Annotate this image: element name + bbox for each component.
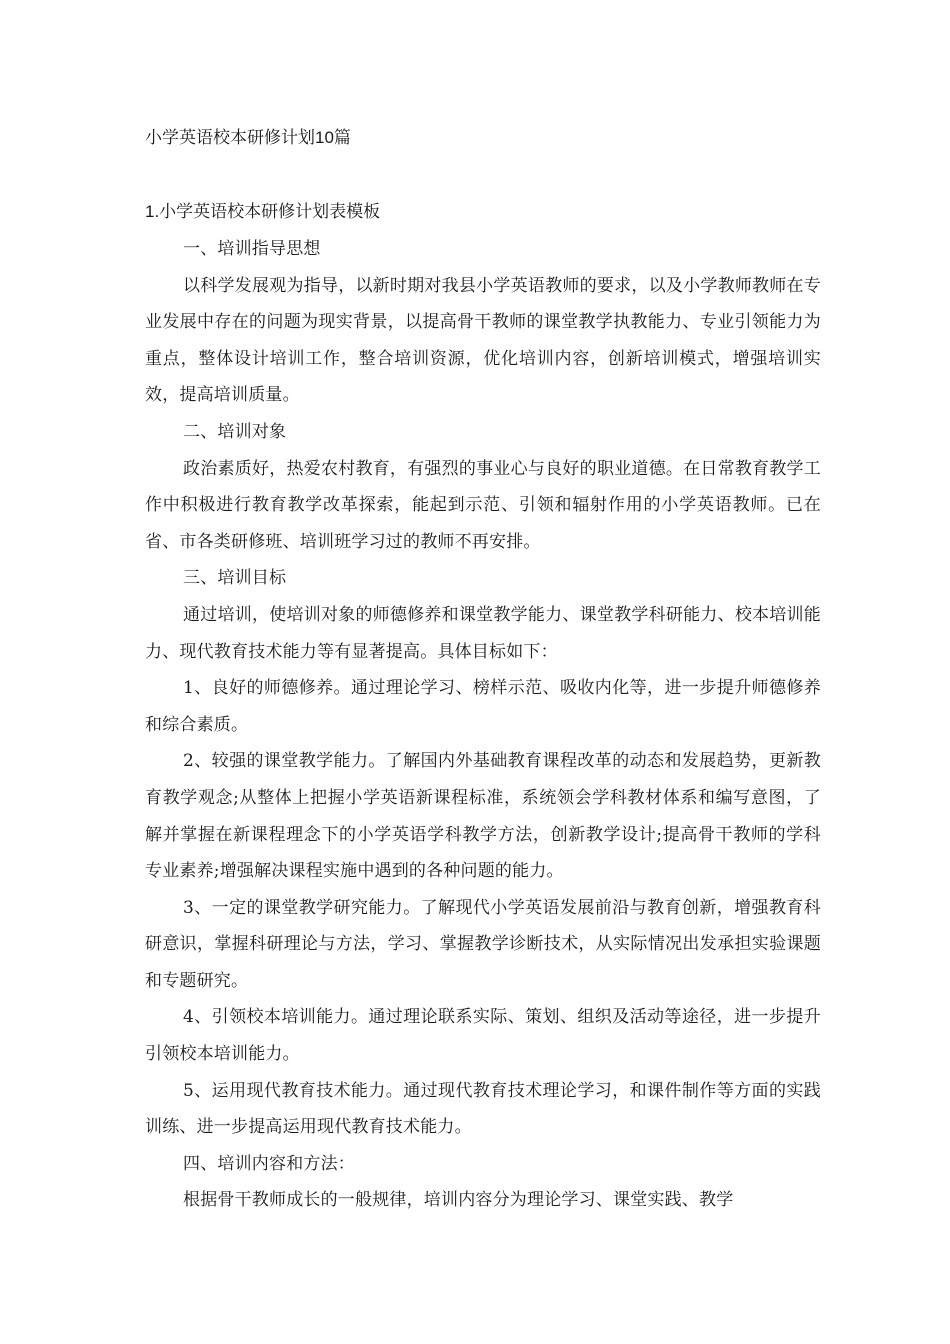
goal-item-1: 1、良好的师德修养。通过理论学习、榜样示范、吸收内化等，进一步提升师德修养和综合素质。 <box>145 678 821 735</box>
document-title: 小学英语校本研修计划10篇 <box>145 128 351 147</box>
paragraph-training-targets: 政治素质好，热爱农村教育，有强烈的事业心与良好的职业道德。在日常教育教学工作中积极进行教育教学改革探索，能起到示范、引领和辐射作用的小学英语教师。已在省、市各类研修班、培训班学习过的教师不再安排。 <box>145 458 821 552</box>
heading-training-goals: 三、培训目标 <box>183 568 287 589</box>
paragraph-training-content: 根据骨干教师成长的一般规律，培训内容分为理论学习、课堂实践、教学 <box>183 1190 734 1211</box>
paragraph-guiding-thought: 以科学发展观为指导，以新时期对我县小学英语教师的要求，以及小学教师教师在专业发展中存在的问题为现实背景，以提高骨干教师的课堂教学执教能力、专业引领能力为重点，整体设计培训工作，整合培训资源，优化培训内容，创新培训模式，增强培训实效，提高培训质量。 <box>145 275 821 406</box>
goal-item-2: 2、较强的课堂教学能力。了解国内外基础教育课程改革的动态和发展趋势，更新教育教学观念;从整体上把握小学英语新课程标准，系统领会学科教材体系和编写意图，了解并掌握在新课程理念下的小学英语学科教学方法，创新教学设计;提高骨干教师的学科专业素养;增强解决课程实施中遇到的各种问题的能力。 <box>145 751 821 882</box>
goal-item-5: 5、运用现代教育技术能力。通过现代教育技术理论学习，和课件制作等方面的实践训练、进一步提高运用现代教育技术能力。 <box>145 1080 821 1138</box>
section-title: 1.小学英语校本研修计划表模板 <box>145 202 381 221</box>
goal-item-3: 3、一定的课堂教学研究能力。了解现代小学英语发展前沿与教育创新，增强教育科研意识，掌握科研理论与方法，学习、掌握教学诊断技术，从实际情况出发承担实验课题和专题研究。 <box>145 897 821 991</box>
paragraph-training-goals: 通过培训，使培训对象的师德修养和课堂教学能力、课堂教学科研能力、校本培训能力、现代教育技术能力等有显著提高。具体目标如下： <box>145 604 821 662</box>
document-body <box>145 231 821 1219</box>
goal-item-4: 4、引领校本培训能力。通过理论联系实际、策划、组织及活动等途径，进一步提升引领校本培训能力。 <box>145 1007 821 1065</box>
heading-training-content: 四、培训内容和方法： <box>183 1153 355 1174</box>
heading-training-targets: 二、培训对象 <box>183 421 287 442</box>
heading-guiding-thought: 一、培训指导思想 <box>183 239 321 259</box>
